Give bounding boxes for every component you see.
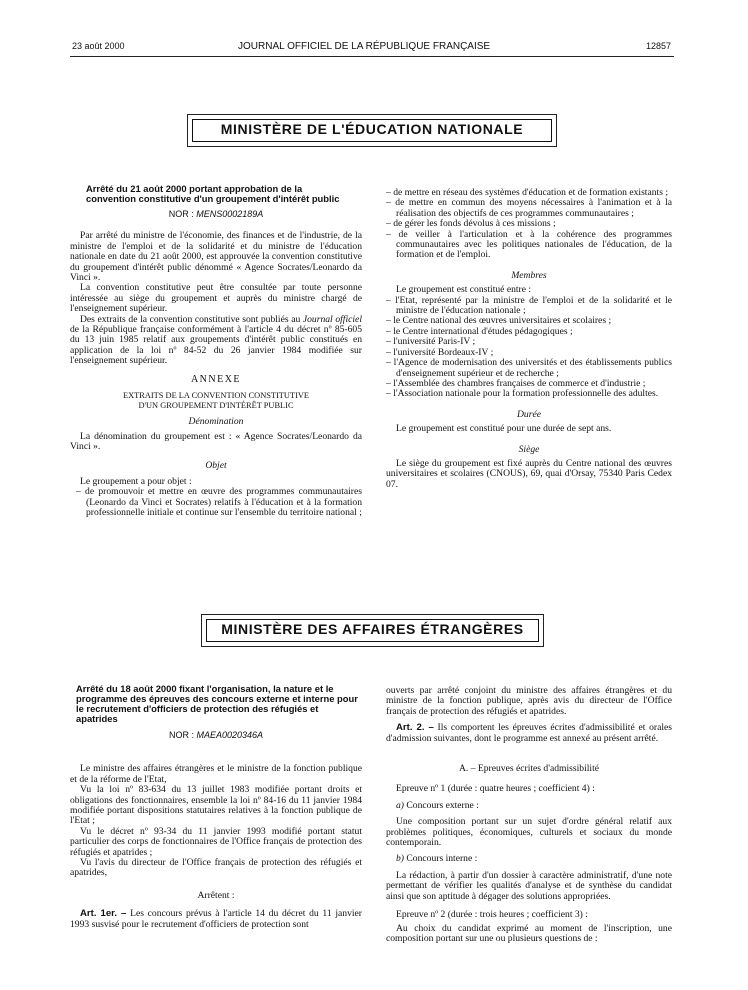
article-1: [70, 909, 362, 930]
epreuve-1: Epreuve nº 1 (durée : quatre heures ; coefficient 4) :: [396, 783, 595, 795]
concours-interne-label: Concours interne :: [404, 853, 478, 865]
nor-reference: [70, 730, 362, 740]
annexe-heading: ANNEXE: [190, 373, 242, 385]
duree-text: Le groupement est constitué pour une durée de sept ans.: [396, 423, 612, 435]
journal-title: JOURNAL OFFICIEL DE LA RÉPUBLIQUE FRANÇAISE: [238, 41, 491, 52]
epreuve-2-text: Au choix du candidat exprimé au moment de l'inscription, une composition portant sur une ou plusieurs questions de :: [386, 922, 672, 944]
interne-text: La rédaction, à partir d'un dossier à caractère administratif, d'une note permettant de vérifier les qualités d'analyse et de synthèse du candidat ainsi que son aptitude à dégager des solutions appropriées.: [386, 869, 672, 902]
concours-externe: [386, 801, 672, 811]
paragraph: Vu la loi nº 83-634 du 13 juillet 1983 modifiée portant droits et obligations des fonctionnaires, ensemble la loi nº 84-16 du 11 janvier 1984 modifiée portant dispositions statutaires relatives à la fonction publique de l'Etat ;: [70, 784, 362, 827]
membre-item: – l'université Paris-IV ;: [386, 336, 476, 348]
ministry-title: MINISTÈRE DE L'ÉDUCATION NATIONALE: [192, 119, 552, 142]
subsection-heading: A. – Epreuves écrites d'admissibilité: [458, 763, 599, 775]
extraits-text: Des extraits de la convention constitutive sont publiés au: [80, 313, 303, 325]
header-date: 23 août 2000: [72, 41, 125, 51]
membre-item: – le Centre national des œuvres universitaires et scolaires ;: [386, 315, 612, 327]
nor-reference: [70, 209, 362, 219]
annexe-subtitle: EXTRAITS DE LA CONVENTION CONSTITUTIVE: [122, 391, 310, 401]
membre-item: – l'université Bordeaux-IV ;: [386, 346, 494, 358]
objet-item: – de mettre en commun des moyens nécessaires à l'animation et à la réalisation des objectifs de ces programmes communautaires ;: [386, 197, 672, 219]
continuation-text: ouverts par arrêté conjoint du ministre des affaires étrangères et du ministre de la fonction publique, après avis du directeur de l'Office français de protection des réfugiés et apatrides.: [386, 685, 672, 717]
concours-interne: [386, 854, 672, 864]
ministry-title-box: [187, 114, 557, 147]
paragraph: La convention constitutive peut être consultée par toute personne intéressée au siège du groupement et auprès du ministre chargé de l'enseignement supérieur.: [70, 282, 362, 315]
annexe-subtitle: D'UN GROUPEMENT D'INTÉRÊT PUBLIC: [138, 401, 294, 411]
article-2-label: Art. 2. –: [396, 722, 434, 734]
nor-label: NOR :: [168, 730, 194, 740]
article-1-text: Les concours prévus à l'article 14 du décret du 11 janvier 1993 susvisé pour le recrutement d'officiers de protection sont: [70, 908, 363, 930]
section1-right-column: [386, 188, 672, 490]
nor-code: MENS0002189A: [196, 209, 264, 219]
nor-label: NOR :: [168, 209, 194, 219]
paragraph: Le ministre des affaires étrangères et le ministre de la fonction publique et de la réforme de l'Etat,: [70, 763, 362, 785]
article-2-text: Ils comportent les épreuves écrites d'admissibilité et orales d'admission suivantes, dont le programme est annexé au présent arrêté.: [386, 722, 672, 744]
paragraph: Vu l'avis du directeur de l'Office français de protection des réfugiés et apatrides,: [70, 857, 362, 879]
ministry-title-box: [201, 614, 544, 647]
paragraph: Vu le décret nº 93-34 du 11 janvier 1993 modifié portant statut particulier des corps de fonctionnaires de l'Office français de protection des réfugiés et apatrides ;: [70, 825, 362, 858]
section2-left-column: [70, 684, 362, 930]
siege-heading: Siège: [518, 443, 540, 455]
paragraph: Par arrêté du ministre de l'économie, des finances et de l'industrie, de la ministre de l'emploi et de la solidarité et du ministre de l'éducation nationale en date du 21 août 2000, est approuvée la convention constitutive du groupement d'intérêt public dénommé « Agence Socrates/Leonardo da Vinci ».: [70, 230, 362, 284]
membres-intro: Le groupement est constitué entre :: [396, 284, 532, 296]
article-1-label: Art. 1er. –: [80, 908, 127, 920]
section2-right-column: [386, 686, 672, 944]
externe-text: Une composition portant sur un sujet d'ordre général relatif aux problèmes politiques, économiques, culturels et sociaux du monde contemporain.: [386, 816, 672, 849]
membre-item: – l'Assemblée des chambres françaises de commerce et d'industrie ;: [386, 377, 646, 389]
page-number: 12857: [646, 41, 672, 51]
letter-b: b): [396, 853, 404, 865]
journal-officiel-italic: Journal officiel: [302, 313, 362, 325]
ministry-title: MINISTÈRE DES AFFAIRES ÉTRANGÈRES: [206, 619, 539, 642]
objet-intro: Le groupement a pour objet :: [80, 475, 192, 487]
section1-left-column: [70, 184, 362, 518]
arretent-heading: Arrêtent :: [197, 889, 235, 901]
membre-item: – l'Association nationale pour la formation professionnelle des adultes.: [386, 388, 659, 400]
objet-item: – de gérer les fonds dévolus à ces missions ;: [386, 218, 556, 230]
paragraph-extraits: [70, 315, 362, 367]
membre-item: – le Centre international d'études pédagogiques ;: [386, 325, 573, 337]
duree-heading: Durée: [517, 408, 541, 420]
objet-item: – de veiller à l'articulation et à la cohérence des programmes communautaires avec les politiques nationales de l'éducation, de la formation et de l'emploi.: [386, 228, 672, 261]
header-rule: [70, 56, 674, 57]
nor-code: MAEA0020346A: [196, 730, 264, 740]
arrete-title: Arrêté du 21 août 2000 portant approbation de la convention constitutive d'un groupement d'intérêt public: [86, 183, 340, 204]
objet-item: – de promouvoir et mettre en œuvre des programmes communautaires (Leonardo da Vinci et Socrates) relatifs à l'éducation et à la formation professionnelle initiale et continue sur l'ensemble du territoire national ;: [76, 486, 362, 518]
epreuve-2: Epreuve nº 2 (durée : trois heures ; coefficient 3) :: [396, 909, 588, 921]
membre-item: – l'Agence de modernisation des universités et des établissements publics d'enseignement supérieur et de recherche ;: [386, 357, 672, 379]
objet-heading: Objet: [205, 460, 227, 472]
objet-item: – de mettre en réseau des systèmes d'éducation et de formation existants ;: [386, 187, 668, 198]
membre-item: – l'Etat, représenté par la ministre de l'emploi et de la solidarité et le ministre de l'éducation nationale ;: [386, 294, 672, 317]
denomination-text: La dénomination du groupement est : « Agence Socrates/Leonardo da Vinci ».: [70, 430, 362, 452]
denomination-heading: Dénomination: [188, 416, 244, 428]
letter-a: a): [396, 799, 404, 811]
article-2: [386, 723, 672, 744]
concours-externe-label: Concours externe :: [404, 799, 479, 811]
siege-text: Le siège du groupement est fixé auprès du Centre national des œuvres universitaires et scolaires (CNOUS), 69, quai d'Orsay, 75340 Paris Cedex 07.: [386, 457, 672, 490]
membres-heading: Membres: [511, 269, 547, 281]
arrete-title: Arrêté du 18 août 2000 fixant l'organisation, la nature et le programme des épreuves des concours externe et interne pour le recrutement d'officiers de protection des réfugiés et apatrides: [76, 683, 358, 724]
extraits-text-end: de la République française conformément à l'article 4 du décret nº 85-605 du 13 juin 1985 relatif aux groupements d'intérêt public constitués en application de la loi nº 84-52 du 26 janvier 1984 modifiée sur l'enseignement supérieur.: [70, 324, 362, 367]
